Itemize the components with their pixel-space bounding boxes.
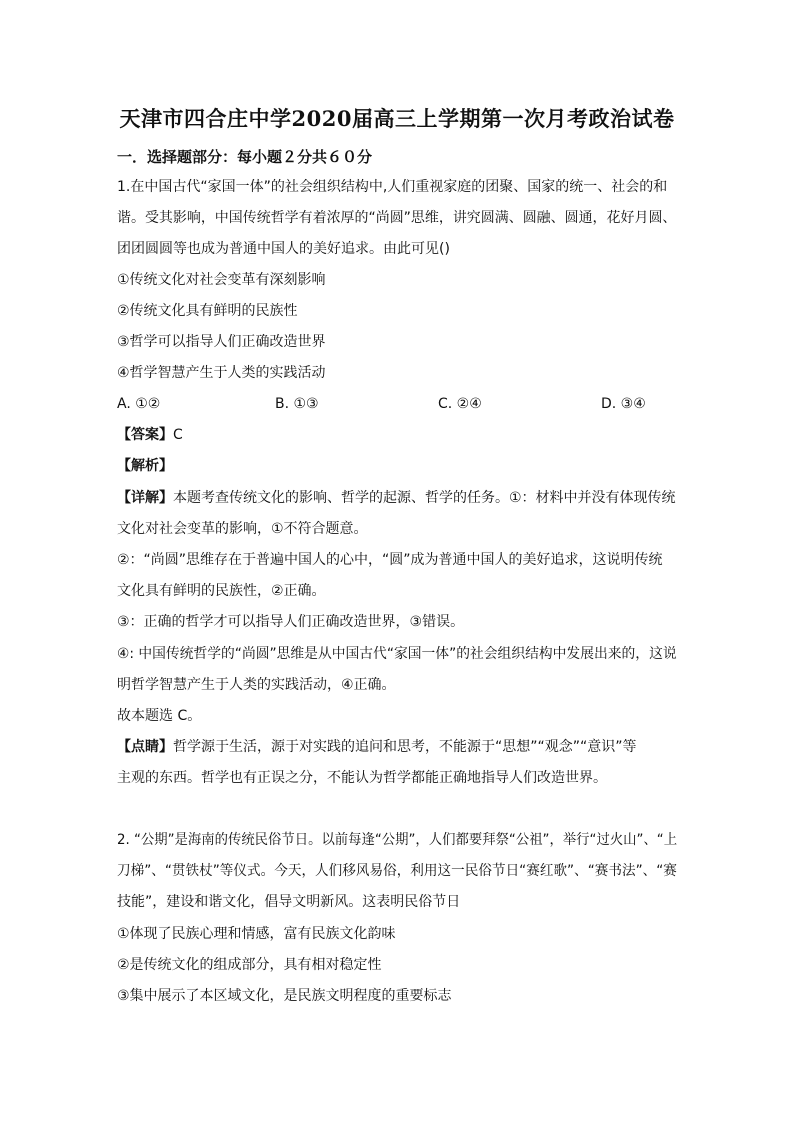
q1-item-1: ①传统文化对社会变革有深刻影响 (117, 272, 326, 288)
detail-text: 本题考查传统文化的影响、哲学的起源、哲学的任务。①：材料中并没有体现传统 (173, 490, 676, 506)
q1-item-3: ③哲学可以指导人们正确改造世界 (117, 334, 326, 350)
q1-detail-line-8: 故本题选 C。 (117, 708, 202, 724)
q2-item-1: ①体现了民族心理和情感，富有民族文化韵味 (117, 926, 396, 942)
q2-stem-line-3: 技能”，建设和谐文化，倡导文明新风。这表明民俗节日 (117, 894, 461, 910)
point-tag: 【点睛】 (117, 739, 173, 755)
q1-detail-line-1 (117, 488, 676, 508)
q1-option-d: D. ③④ (601, 396, 646, 412)
q1-point-line-1 (117, 737, 637, 757)
detail-tag: 【详解】 (117, 490, 173, 506)
q1-stem-line-2: 谐。受其影响，中国传统哲学有着浓厚的“尚圆”思维，讲究圆满、圆融、圆通，花好月圆、 (117, 210, 677, 226)
q1-detail-line-4: 文化具有鲜明的民族性，②正确。 (117, 583, 326, 599)
q1-point-line-2: 主观的东西。哲学也有正误之分，不能认为哲学都能正确地指导人们改造世界。 (117, 770, 607, 786)
q1-stem-line-1: 1.在中国古代“家国一体”的社会组织结构中,人们重视家庭的团聚、国家的统一、社会的和 (117, 179, 668, 195)
q1-option-a: A. ①② (117, 396, 161, 412)
point-text: 哲学源于生活，源于对实践的追问和思考，不能源于“思想”“观念”“意识”等 (173, 739, 637, 755)
q1-detail-line-2: 文化对社会变革的影响，①不符合题意。 (117, 521, 368, 537)
q1-item-2: ②传统文化具有鲜明的民族性 (117, 303, 298, 319)
q1-answer (117, 425, 183, 445)
q2-item-3: ③集中展示了本区域文化，是民族文明程度的重要标志 (117, 988, 452, 1004)
answer-tag: 【答案】 (117, 427, 173, 443)
page-title: 天津市四合庄中学2020届高三上学期第一次月考政治试卷 (119, 106, 675, 131)
q2-stem-line-1: 2. “公期”是海南的传统民俗节日。以前每逢“公期”，人们都要拜祭“公祖”，举行“过火山”、“上 (117, 832, 678, 848)
q1-analysis-tag (117, 456, 173, 476)
q2-item-2: ②是传统文化的组成部分，具有相对稳定性 (117, 957, 382, 973)
q1-detail-line-5: ③：正确的哲学才可以指导人们正确改造世界，③错误。 (117, 614, 465, 630)
answer-value: C (173, 427, 183, 443)
analysis-tag: 【解析】 (117, 458, 173, 474)
q1-detail-line-3: ②：“尚圆”思维存在于普遍中国人的心中，“圆”成为普通中国人的美好追求，这说明传统 (117, 552, 663, 568)
q1-option-b: B. ①③ (275, 396, 319, 412)
q1-item-4: ④哲学智慧产生于人类的实践活动 (117, 365, 326, 381)
section-heading: 一．选择题部分：每小题２分共６０分 (117, 148, 373, 166)
q2-stem-line-2: 刀梯”、“贯铁杖”等仪式。今天，人们移风易俗，利用这一民俗节日“赛红歌”、“赛书法”、“赛 (117, 863, 677, 879)
q1-stem-line-3: 团团圆圆等也成为普通中国人的美好追求。由此可见() (117, 241, 450, 257)
q1-detail-line-7: 明哲学智慧产生于人类的实践活动，④正确。 (117, 677, 396, 693)
q1-detail-line-6: ④: 中国传统哲学的“尚圆”思维是从中国古代“家国一体”的社会组织结构中发展出来的，这说 (117, 646, 677, 662)
q1-option-c: C. ②④ (438, 396, 482, 412)
